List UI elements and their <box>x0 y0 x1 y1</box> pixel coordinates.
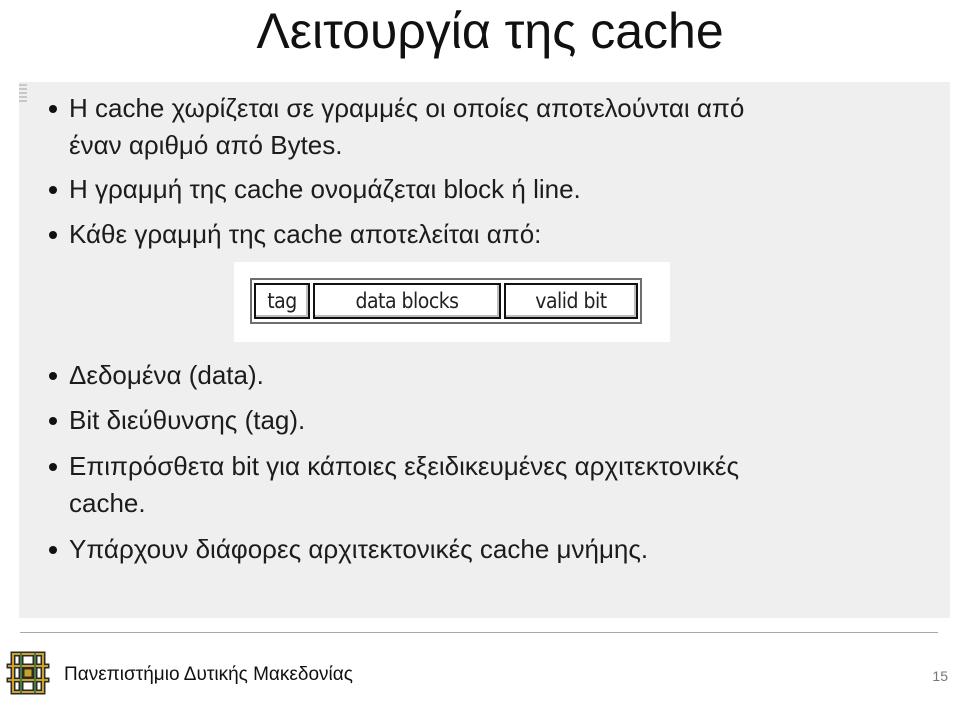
bullet-text: Επιπρόσθετα bit για κάποιες εξειδικευμένες αρχιτεκτονικές <box>69 451 740 481</box>
footer-organization: Πανεπιστήμιο Δυτικής Μακεδονίας <box>64 664 353 685</box>
bullet-dot-icon <box>49 186 57 194</box>
bullet-text: Υπάρχουν διάφορες αρχιτεκτονικές cache μνήμης. <box>69 534 649 564</box>
bullet-text: Η cache χωρίζεται σε γραμμές οι οποίες αποτελούνται από <box>69 93 745 123</box>
bullet-dot-icon <box>49 372 57 380</box>
bullet-text: Κάθε γραμμή της cache αποτελείται από: <box>69 219 542 249</box>
cache-line-diagram <box>234 262 670 342</box>
university-knot-logo-icon <box>3 648 53 698</box>
bullet-dot-icon <box>49 417 57 425</box>
slide-title: Λειτουργία της cache <box>256 3 724 59</box>
bullet-dot-icon <box>49 463 57 471</box>
bullet-text: Δεδομένα (data). <box>69 360 264 390</box>
panel-corner-marker <box>19 84 27 104</box>
bullet-dot-icon <box>49 546 57 554</box>
valid-bit-field: valid bit <box>504 283 638 319</box>
page-number: 15 <box>932 668 948 684</box>
bullet-text: Η γραμμή της cache ονομάζεται block ή line. <box>69 174 581 204</box>
cache-line-frame <box>250 278 642 324</box>
bullet-text-continuation: έναν αριθμό από Bytes. <box>69 130 343 160</box>
bullet-text-continuation: cache. <box>69 488 146 518</box>
data-blocks-field: data blocks <box>313 283 501 319</box>
bullet-dot-icon <box>49 231 57 239</box>
content-panel <box>19 82 950 618</box>
bullet-text: Bit διεύθυνσης (tag). <box>69 405 306 435</box>
footer-divider <box>20 632 938 633</box>
bullet-dot-icon <box>49 105 57 113</box>
tag-field: tag <box>254 283 310 319</box>
